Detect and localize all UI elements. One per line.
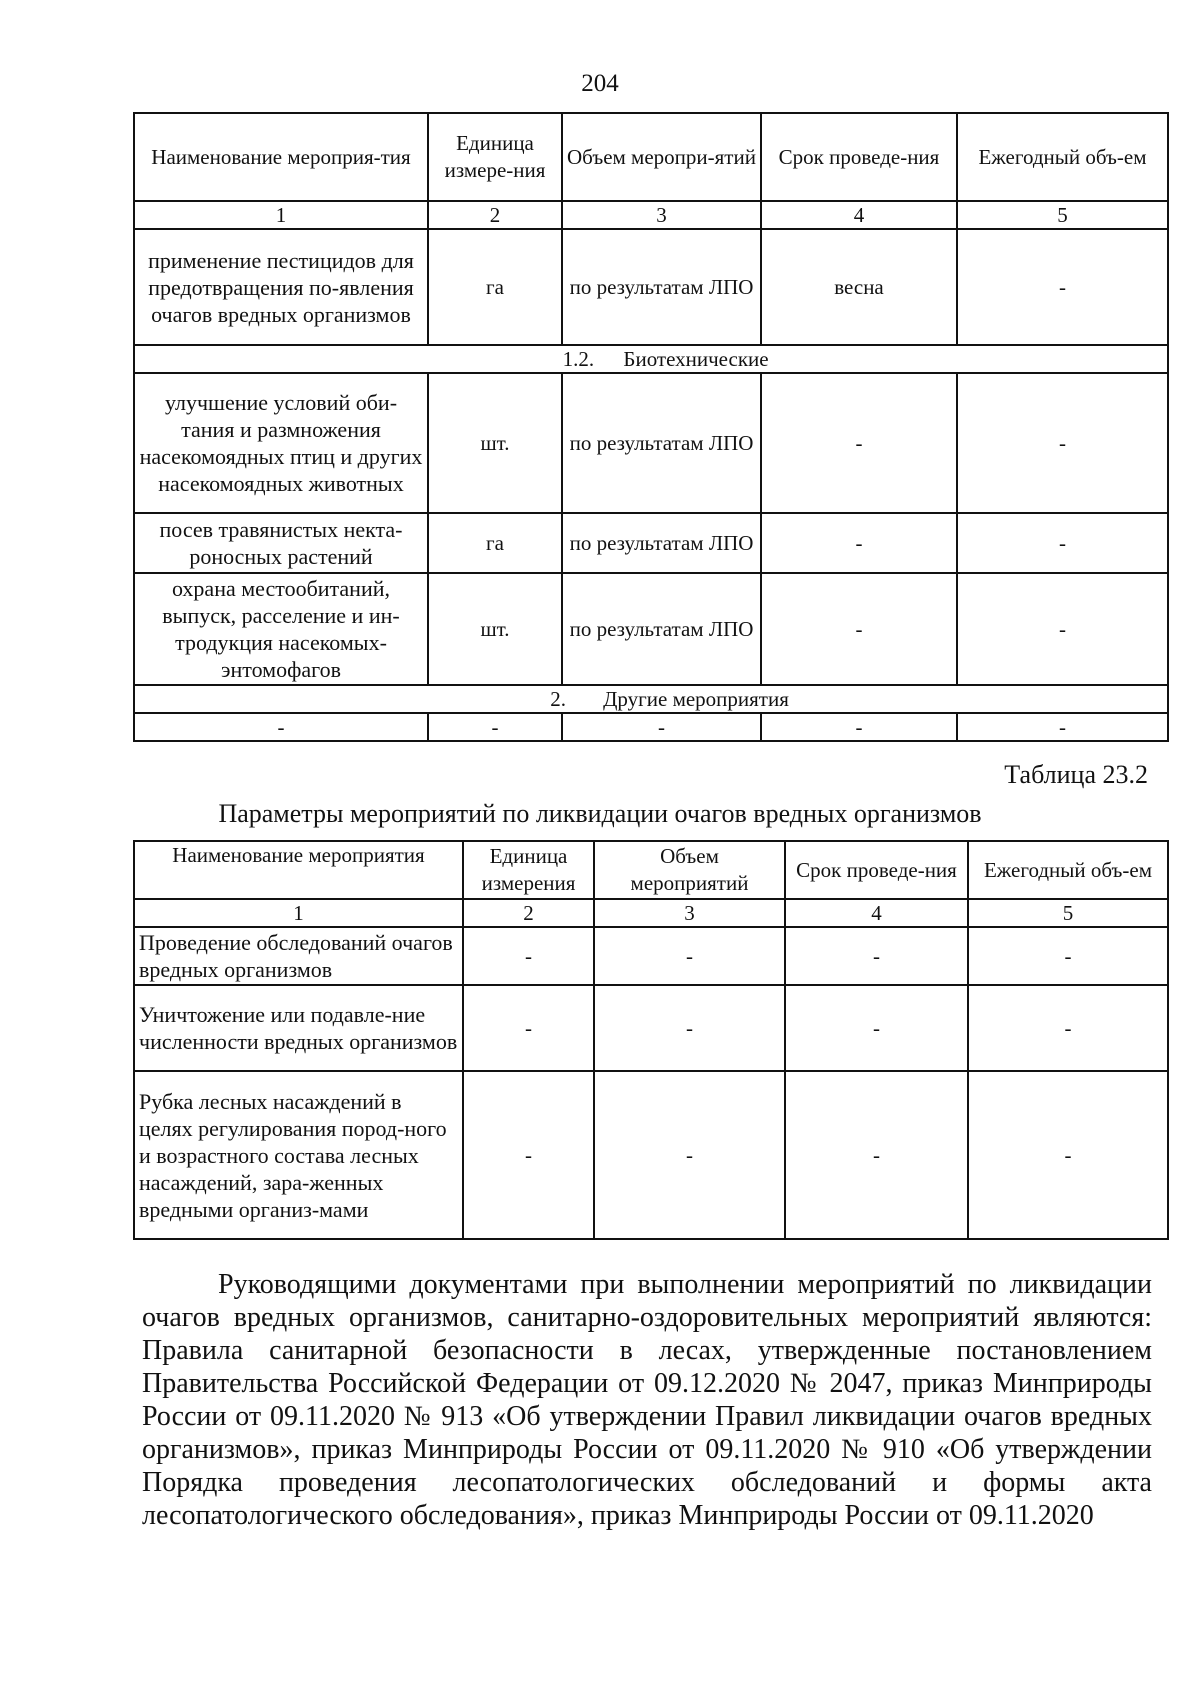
header-cell: Ежегодный объ-ем [957, 113, 1168, 201]
column-number: 2 [463, 899, 594, 927]
empty-cell: - [428, 713, 562, 741]
header-cell: Срок проведе-ния [761, 113, 957, 201]
table-header-row [134, 113, 1168, 201]
annual-volume-cell: - [968, 1071, 1168, 1239]
period-cell: - [785, 927, 968, 985]
unit-cell: шт. [428, 373, 562, 513]
annual-volume-cell: - [957, 229, 1168, 345]
period-cell: - [785, 985, 968, 1071]
volume-cell: - [594, 985, 785, 1071]
period-cell: весна [761, 229, 957, 345]
table-row [134, 573, 1168, 685]
empty-cell: - [134, 713, 428, 741]
column-number: 4 [761, 201, 957, 229]
measure-name: охрана местообитаний, выпуск, расселение и ин-тродукция насекомых-энтомофагов [134, 573, 428, 685]
table-row [134, 1071, 1168, 1239]
volume-cell: - [594, 927, 785, 985]
annual-volume-cell: - [968, 985, 1168, 1071]
column-number-row [134, 899, 1168, 927]
section-heading [134, 345, 1168, 373]
annual-volume-cell: - [968, 927, 1168, 985]
section-number: 2. [550, 687, 566, 711]
column-number: 1 [134, 201, 428, 229]
unit-cell: - [463, 985, 594, 1071]
measure-name: посев травянистых некта-роносных растений [134, 513, 428, 573]
table-header-row [134, 841, 1168, 899]
empty-cell: - [957, 713, 1168, 741]
volume-cell: по результатам ЛПО [562, 513, 761, 573]
table-row [134, 927, 1168, 985]
body-paragraph: Руководящими документами при выполнении мероприятий по ликвидации очагов вредных организмов, санитарно-оздоровительных мероприятий являются: Правила санитарной безопасности в лесах, утвержденные постановлением Правительства Российской Федерации от 09.12.2020 № 2047, приказ Минприроды России от 09.11.2020 № 913 «Об утверждении Правил ликвидации очагов вредных организмов», приказ Минприроды России от 09.11.2020 № 910 «Об утверждении Порядка проведения лесопатологических обследований и формы акта лесопатологического обследования», приказ Минприроды России от 09.11.2020 [142, 1269, 1152, 1531]
header-cell: Наименование мероприя-тия [134, 113, 428, 201]
unit-cell: - [463, 927, 594, 985]
section-number: 1.2. [562, 347, 595, 371]
empty-cell: - [562, 713, 761, 741]
unit-cell: га [428, 513, 562, 573]
period-cell: - [761, 373, 957, 513]
header-cell: Наименование мероприятия [134, 841, 463, 899]
measure-name: Проведение обследований очагов вредных организмов [134, 927, 463, 985]
period-cell: - [761, 573, 957, 685]
column-number: 5 [957, 201, 1168, 229]
column-number: 5 [968, 899, 1168, 927]
header-cell: Единица измерения [463, 841, 594, 899]
empty-cell: - [761, 713, 957, 741]
volume-cell: по результатам ЛПО [562, 229, 761, 345]
table-row [134, 513, 1168, 573]
volume-cell: по результатам ЛПО [562, 373, 761, 513]
header-cell: Ежегодный объ-ем [968, 841, 1168, 899]
forest-protection-measures-table [133, 112, 1169, 742]
header-cell: Объем меропри-ятий [562, 113, 761, 201]
table-row [134, 373, 1168, 513]
section-title: Биотехнические [623, 347, 769, 371]
column-number: 3 [594, 899, 785, 927]
table-row [134, 985, 1168, 1071]
measure-name: Уничтожение или подавле-ние численности вредных организмов [134, 985, 463, 1071]
volume-cell: по результатам ЛПО [562, 573, 761, 685]
table-caption: Таблица 23.2 [1004, 760, 1148, 789]
unit-cell: шт. [428, 573, 562, 685]
column-number: 4 [785, 899, 968, 927]
section-title: Другие мероприятия [603, 687, 789, 711]
table-row [134, 229, 1168, 345]
column-number-row [134, 201, 1168, 229]
header-cell: Срок проведе-ния [785, 841, 968, 899]
annual-volume-cell: - [957, 573, 1168, 685]
table-row [134, 713, 1168, 741]
column-number: 2 [428, 201, 562, 229]
period-cell: - [761, 513, 957, 573]
section-row-other [134, 685, 1168, 713]
header-cell: Объем мероприятий [594, 841, 785, 899]
annual-volume-cell: - [957, 373, 1168, 513]
period-cell: - [785, 1071, 968, 1239]
table-title: Параметры мероприятий по ликвидации очагов вредных организмов [218, 799, 982, 828]
annual-volume-cell: - [957, 513, 1168, 573]
measure-name: улучшение условий оби-тания и размножения насекомоядных птиц и других насекомоядных животных [134, 373, 428, 513]
pest-focus-liquidation-table [133, 840, 1169, 1240]
header-cell: Единица измере-ния [428, 113, 562, 201]
section-row-biotech [134, 345, 1168, 373]
column-number: 1 [134, 899, 463, 927]
column-number: 3 [562, 201, 761, 229]
section-heading [134, 685, 1168, 713]
unit-cell: га [428, 229, 562, 345]
volume-cell: - [594, 1071, 785, 1239]
measure-name: Рубка лесных насаждений в целях регулирования пород-ного и возрастного состава лесных насаждений, зара-женных вредными организ-мами [134, 1071, 463, 1239]
page-number: 204 [581, 70, 619, 97]
measure-name: применение пестицидов для предотвращения по-явления очагов вредных организмов [134, 229, 428, 345]
unit-cell: - [463, 1071, 594, 1239]
